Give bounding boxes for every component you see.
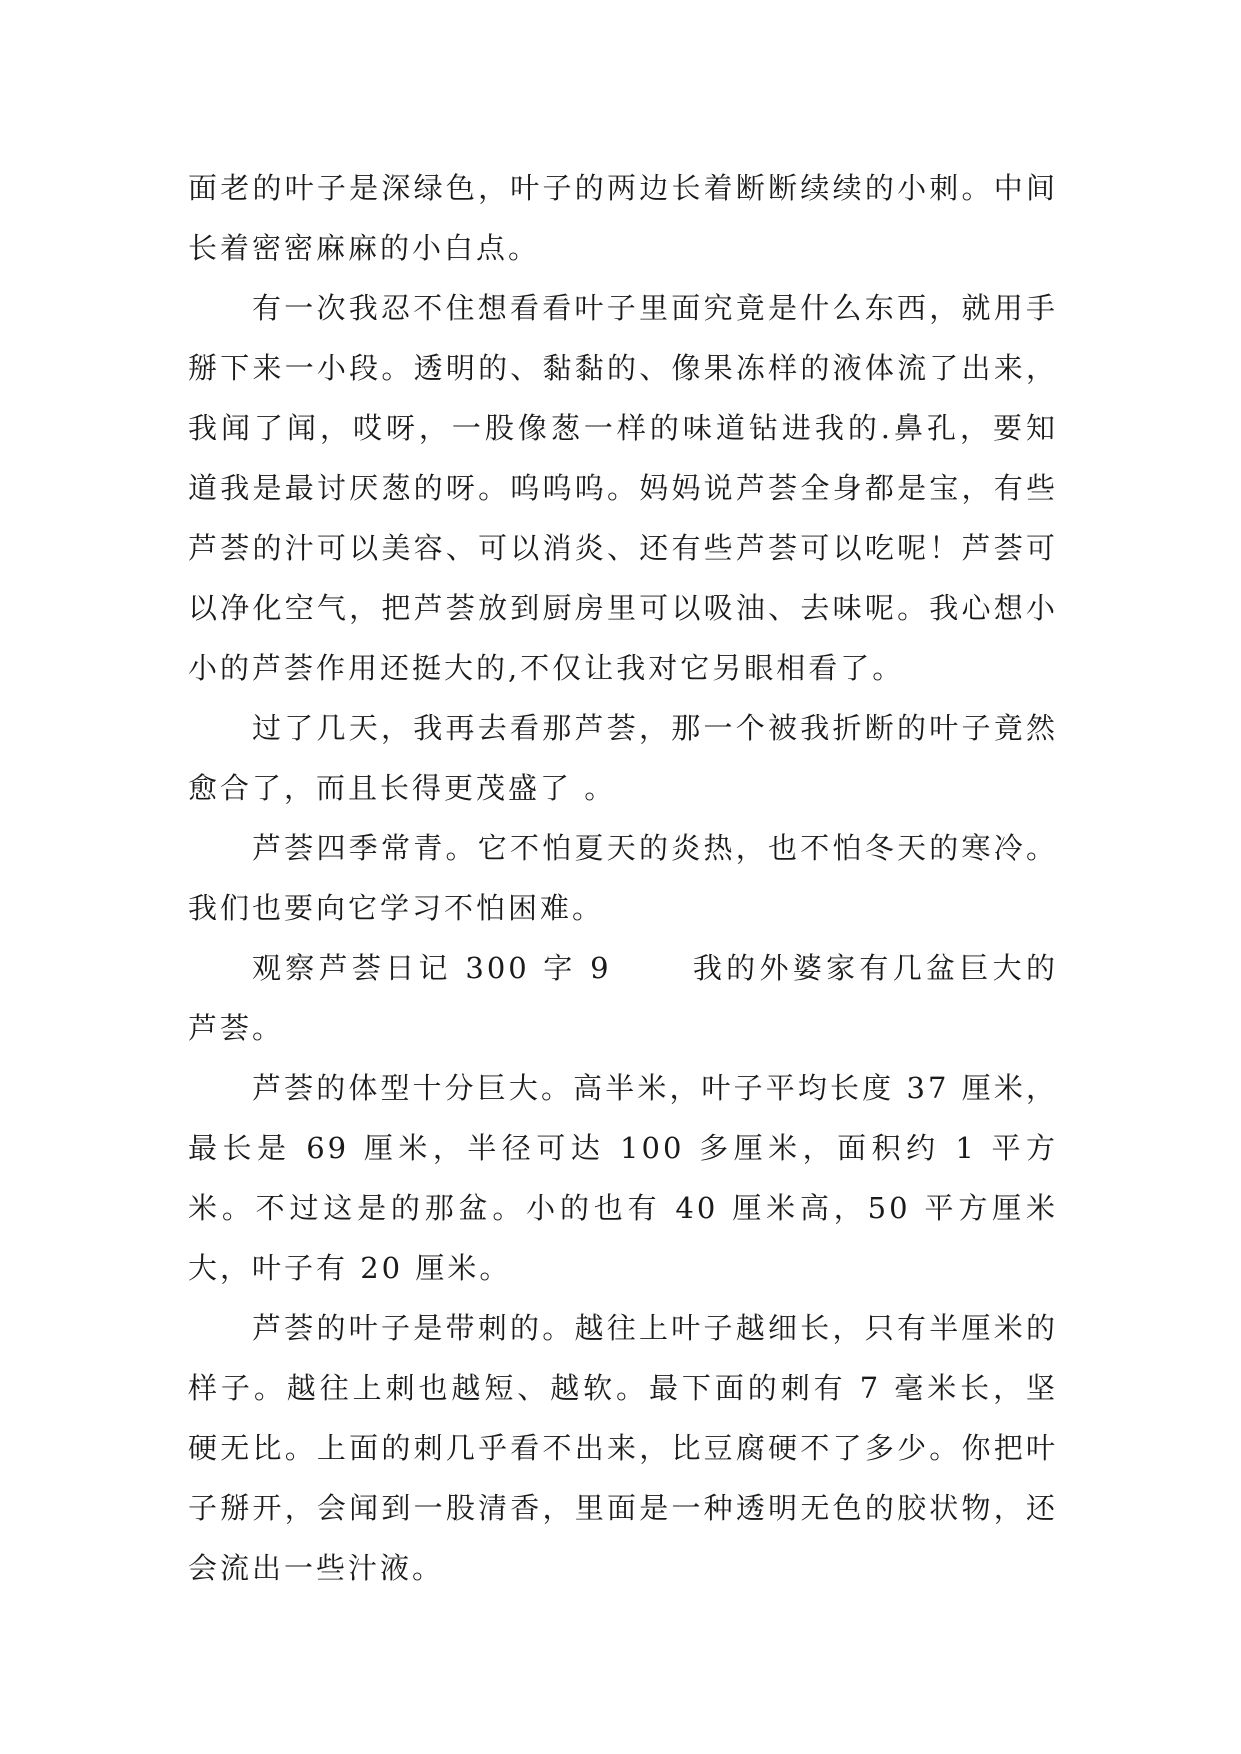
paragraph-5-text: 我的外婆家有几盆巨大的芦荟。 [188,951,1058,1045]
paragraph-7: 芦荟的叶子是带刺的。越往上叶子越细长，只有半厘米的样子。越往上刺也越短、越软。最下面的刺有 7 毫米长，坚硬无比。上面的刺几乎看不出来，比豆腐硬不了多少。你把叶子掰开，会闻到一股清香，里面是一种透明无色的胶状物，还会流出一些汁液。 [188,1311,1058,1585]
paragraph-6: 芦荟的体型十分巨大。高半米，叶子平均长度 37 厘米，最长是 69 厘米，半径可达 100 多厘米，面积约 1 平方米。不过这是的那盆。小的也有 40 厘米高，50 平方厘米大，叶子有 20 厘米。 [188,1071,1058,1285]
document-body [188,158,1058,1598]
diary-heading: 观察芦荟日记 300 字 9 [252,951,612,985]
paragraph-2: 有一次我忍不住想看看叶子里面究竟是什么东西，就用手掰下来一小段。透明的、黏黏的、像果冻样的液体流了出来，我闻了闻，哎呀，一股像葱一样的味道钻进我的.鼻孔，要知道我是最讨厌葱的呀。呜呜呜。妈妈说芦荟全身都是宝，有些芦荟的汁可以美容、可以消炎、还有些芦荟可以吃呢！芦荟可以净化空气，把芦荟放到厨房里可以吸油、去味呢。我心想小小的芦荟作用还挺大的,不仅让我对它另眼相看了。 [188,291,1058,685]
paragraph-1: 面老的叶子是深绿色，叶子的两边长着断断续续的小刺。中间长着密密麻麻的小白点。 [188,171,1058,265]
paragraph-4: 芦荟四季常青。它不怕夏天的炎热，也不怕冬天的寒冷。我们也要向它学习不怕困难。 [188,831,1058,925]
paragraph-3: 过了几天，我再去看那芦荟，那一个被我折断的叶子竟然愈合了，而且长得更茂盛了 。 [188,711,1058,805]
paragraph-5 [188,938,1058,1058]
